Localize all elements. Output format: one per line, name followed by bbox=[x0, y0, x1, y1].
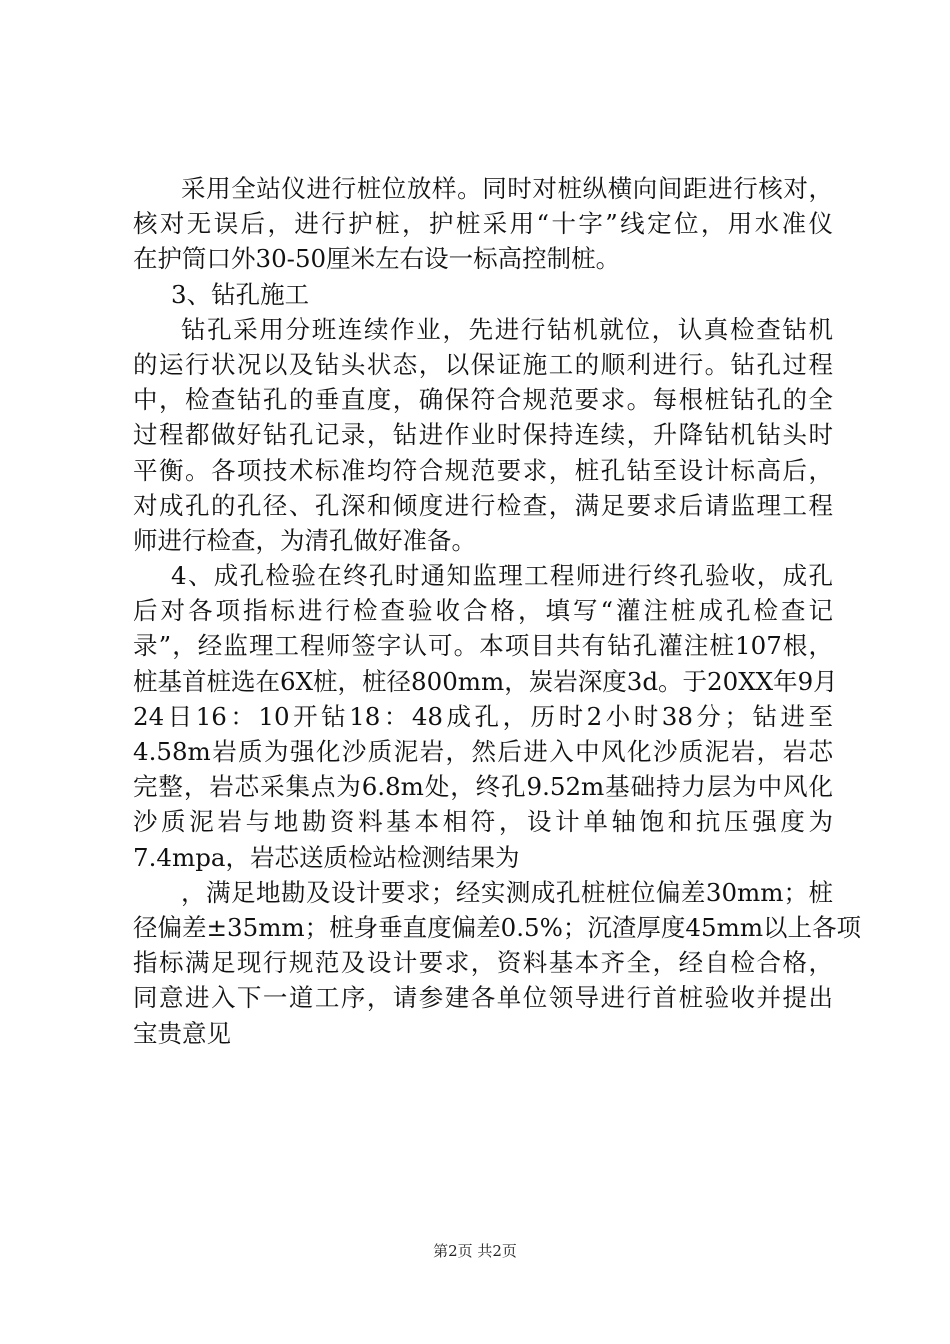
text-line: 采用全站仪进行桩位放样。同时对桩纵横向间距进行核对， bbox=[181, 174, 833, 203]
text-line: 录”，经监理工程师签字认可。本项目共有钻孔灌注桩107根， bbox=[133, 631, 833, 661]
text-line: 平衡。各项技术标准均符合规范要求，桩孔钻至设计标高后， bbox=[133, 455, 833, 485]
text-line: 4、成孔检验在终孔时通知监理工程师进行终孔验收，成孔 bbox=[171, 561, 833, 591]
text-line: 的运行状况以及钻头状态，以保证施工的顺利进行。钻孔过程 bbox=[133, 349, 833, 379]
text-line: 4.58m岩质为强化沙质泥岩，然后进入中风化沙质泥岩，岩芯 bbox=[133, 737, 833, 766]
text-line: 完整，岩芯采集点为6.8m处，终孔9.52m基础持力层为中风化 bbox=[133, 772, 833, 802]
text-line: 宝贵意见 bbox=[133, 1018, 231, 1048]
text-line: 过程都做好钻孔记录，钻进作业时保持连续，升降钻机钻头时 bbox=[133, 420, 833, 450]
text-line: 24日16：10开钻18：48成孔，历时2小时38分；钻进至 bbox=[133, 701, 833, 731]
text-line: 在护筒口外30-50厘米左右设一标高控制桩。 bbox=[133, 244, 621, 274]
paragraph-stakeout bbox=[133, 171, 833, 277]
paragraph-drilling bbox=[133, 312, 833, 558]
paragraph-inspection bbox=[133, 558, 838, 875]
text-line: 同意进入下一道工序，请参建各单位领导进行首桩验收并提出 bbox=[133, 983, 833, 1013]
section-heading: 3、钻孔施工 bbox=[171, 279, 310, 309]
section-heading-drilling bbox=[133, 277, 833, 312]
text-line: 径偏差±35mm；桩身垂直度偏差0.5%；沉渣厚度45mm以上各项 bbox=[133, 912, 862, 942]
text-line: 指标满足现行规范及设计要求，资料基本齐全，经自检合格， bbox=[133, 948, 833, 978]
text-line: 沙质泥岩与地勘资料基本相符，设计单轴饱和抗压强度为 bbox=[133, 807, 833, 837]
page-number-footer: 第2页 共2页 bbox=[433, 1242, 517, 1260]
text-line: 7.4mpa，岩芯送质检站检测结果为 bbox=[133, 842, 520, 872]
text-line: ，满足地勘及设计要求；经实测成孔桩桩位偏差30mm；桩 bbox=[181, 877, 833, 907]
text-line: 对成孔的孔径、孔深和倾度进行检查，满足要求后请监理工程 bbox=[133, 490, 833, 520]
text-line: 钻孔采用分班连续作业，先进行钻机就位，认真检查钻机 bbox=[181, 314, 833, 344]
text-line: 核对无误后，进行护桩，护桩采用“十字”线定位，用水准仪 bbox=[133, 209, 833, 239]
text-line: 师进行检查，为清孔做好准备。 bbox=[133, 525, 476, 555]
paragraph-conclusion bbox=[133, 875, 862, 1051]
text-line: 桩基首桩选在6X桩，桩径800mm，炭岩深度3d。于20XX年9月 bbox=[133, 666, 838, 696]
document-body bbox=[133, 171, 862, 1051]
text-line: 中，检查钻孔的垂直度，确保符合规范要求。每根桩钻孔的全 bbox=[133, 385, 833, 415]
text-line: 后对各项指标进行检查验收合格，填写“灌注桩成孔检查记 bbox=[133, 596, 833, 626]
